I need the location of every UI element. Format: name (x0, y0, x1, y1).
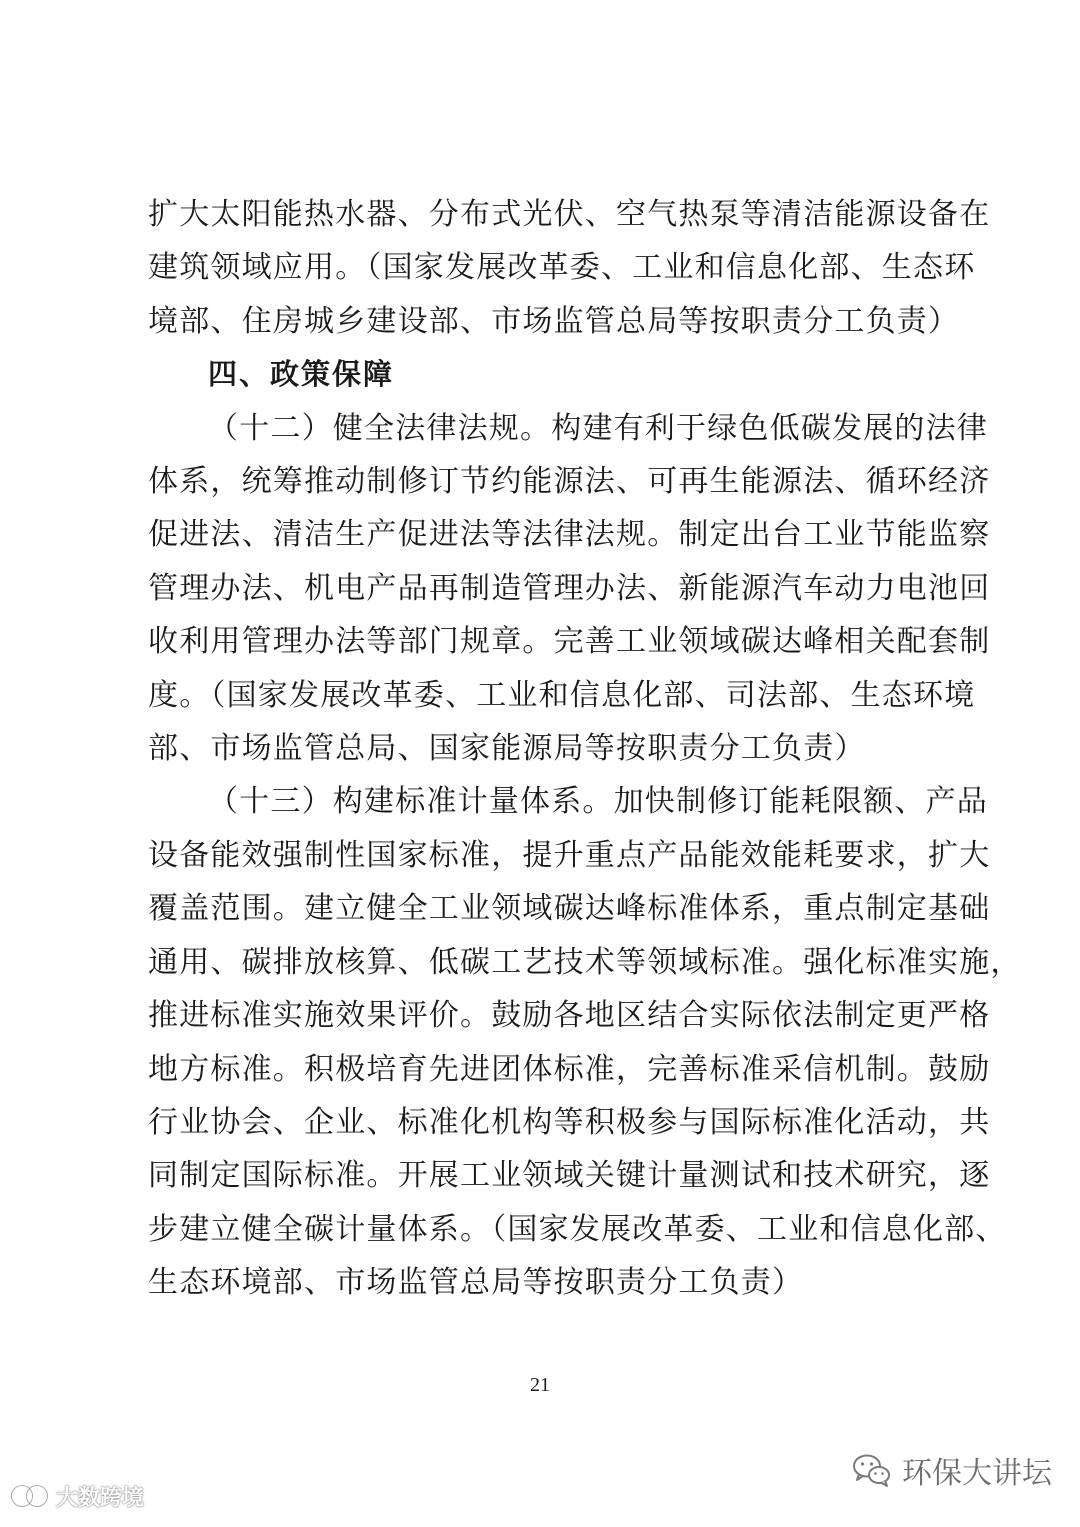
watermark-left-text: 大数跨境 (56, 1485, 145, 1511)
text-line: 部、市场监管总局、国家能源局等按职责分工负责） (148, 731, 866, 767)
paragraph-section-13 (148, 775, 1022, 1309)
text-line: 同制定国际标准。开展工业领域关键计量测试和技术研究，逐 (148, 1158, 991, 1194)
text-line: 扩大太阳能热水器、分布式光伏、空气热泵等清洁能源设备在 (148, 197, 991, 232)
text-line: 度。（国家发展改革委、工业和信息化部、司法部、生态环境 (148, 677, 976, 713)
text-line: 生态环境部、市场监管总局等按职责分工负责） (148, 1265, 804, 1301)
text-line: 覆盖范围。建立健全工业领域碳达峰标准体系，重点制定基础 (148, 891, 991, 927)
watermark-left (10, 1476, 144, 1516)
text-line: 推进标准实施效果评价。鼓励各地区结合实际依法制定更严格 (148, 998, 991, 1034)
section-heading: 四、政策保障 (208, 357, 395, 392)
text-line: 步建立健全碳计量体系。（国家发展改革委、工业和信息化部、 (148, 1211, 1007, 1247)
text-line: 行业协会、企业、标准化机构等积极参与国际标准化活动，共 (148, 1104, 991, 1140)
watermark-right-text: 环保大讲坛 (902, 1456, 1052, 1491)
text-line: 境部、住房城乡建设部、市场监管总局等按职责分工负责） (148, 303, 960, 339)
paragraph-intro (148, 188, 991, 348)
paragraph-section-12 (148, 402, 991, 776)
watermark-right (852, 1448, 1052, 1492)
text-line: 通用、碳排放核算、低碳工艺技术等领域标准。强化标准实施， (148, 944, 1022, 980)
dashuju-logo-icon (10, 1481, 50, 1511)
document-body (148, 188, 1022, 1310)
text-line: 收利用管理办法等部门规章。完善工业领域碳达峰相关配套制 (148, 624, 991, 660)
text-line: 建筑领域应用。（国家发展改革委、工业和信息化部、生态环 (148, 250, 976, 286)
text-line: （十三）构建标准计量体系。加快制修订能耗限额、产品 (208, 784, 988, 820)
wechat-logo-icon (852, 1452, 892, 1488)
text-line: （十二）健全法律法规。构建有利于绿色低碳发展的法律 (208, 410, 988, 446)
text-line: 促进法、清洁生产促进法等法律法规。制定出台工业节能监察 (148, 517, 991, 553)
text-line: 设备能效强制性国家标准，提升重点产品能效能耗要求，扩大 (148, 837, 991, 873)
text-line: 地方标准。积极培育先进团体标准，完善标准采信机制。鼓励 (148, 1051, 991, 1087)
text-line: 管理办法、机电产品再制造管理办法、新能源汽车动力电池回 (148, 570, 991, 606)
page-number: 21 (530, 1374, 550, 1396)
text-line: 体系，统筹推动制修订节约能源法、可再生能源法、循环经济 (148, 464, 991, 500)
